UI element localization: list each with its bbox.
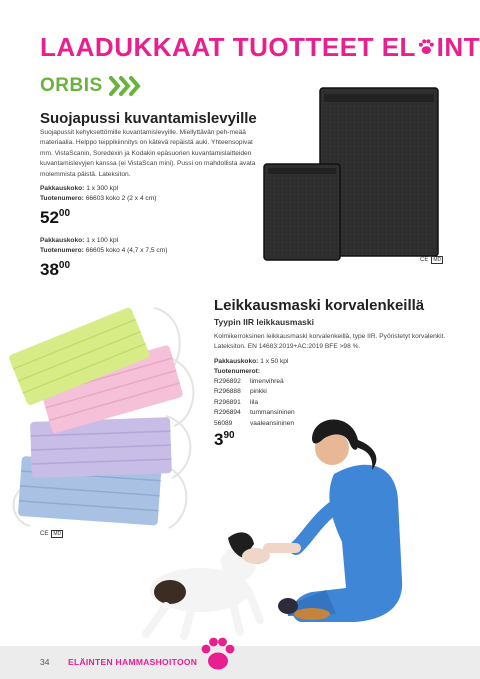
product2-codes-label: Tuotenumerot: (214, 368, 261, 375)
chevron-arrows-icon (109, 76, 143, 96)
footer-section-title: ELÄINTEN HAMMASHOITOON (68, 657, 198, 667)
paw-icon (417, 35, 436, 59)
product1-variant1-code: Tuotenumero: 66603 koko 2 (2 x 4 cm) (40, 195, 157, 202)
list-item: R296891 lila (214, 398, 259, 406)
ce-mark: CE (420, 257, 429, 263)
product1-variant2-pack: Pakkauskoko: 1 x 100 kpl (40, 237, 119, 244)
md-mark: MD (53, 531, 62, 537)
heading-text-start: LAADUKKAAT TUOTTEET EL (40, 31, 416, 62)
md-mark: MD (433, 257, 442, 263)
list-item: 56089 vaaleansininen (214, 419, 294, 427)
page-heading (40, 30, 480, 64)
list-item: R296894 tummansininen (214, 409, 295, 417)
product1-variant1-pack: Pakkauskoko: 1 x 300 kpl (40, 185, 119, 192)
product2-marks (40, 530, 63, 538)
brand-name: ORBIS (40, 75, 103, 96)
product1-title: Suojapussi kuvantamislevyille (40, 110, 257, 127)
page-number: 34 (40, 657, 50, 667)
paw-icon (198, 634, 238, 674)
product1-variant2-price: $38^{00}$ (40, 260, 71, 279)
product2-price: $3^{90}$ (214, 430, 235, 449)
imaging-plate-pouches-image (262, 86, 444, 266)
product2-pack: Pakkauskoko: 1 x 50 kpl (214, 358, 289, 365)
product2-title: Leikkausmaski korvalenkeillä (214, 297, 425, 314)
brand-logo (40, 74, 143, 98)
product1-variant2-code: Tuotenumero: 66605 koko 4 (4,7 x 7,5 cm) (40, 247, 168, 254)
product2-description: Kolmikerroksinen leikkausmaski korvalenkeillä, type IIR. Pyöristetyt korvalenkit. Lateksiton. EN 14683:2019+AC:2019 BFE >98 %. (214, 333, 446, 351)
list-item: R296892 limenvihreä (214, 378, 284, 385)
vet-with-dog-photo (136, 410, 480, 646)
product1-description: Suojapussit kehyksettömille kuvantamislevyille. Miellyttävän peh-meää materiaalia. Helppo teippikiinnitys on kätevä repäistä auki. Yhteensopivat mm. VistaScanin, Soredexin ja Kodakin epäsuorien kuvantamislaitteiden kuvantamislevyjen kanssa (ei VistaScan mini). Pussi on mahdollista avata molemmista päistä. Lateksiton. (40, 129, 256, 178)
ce-mark: CE (40, 531, 49, 537)
product1-variant1-price: $52^{00}$ (40, 208, 71, 227)
product2-subtitle: Tyypin IIR leikkausmaski (214, 317, 314, 327)
heading-text-end: INT (436, 31, 480, 62)
list-item: R296888 pinkki (214, 388, 267, 396)
product1-marks (420, 256, 443, 264)
